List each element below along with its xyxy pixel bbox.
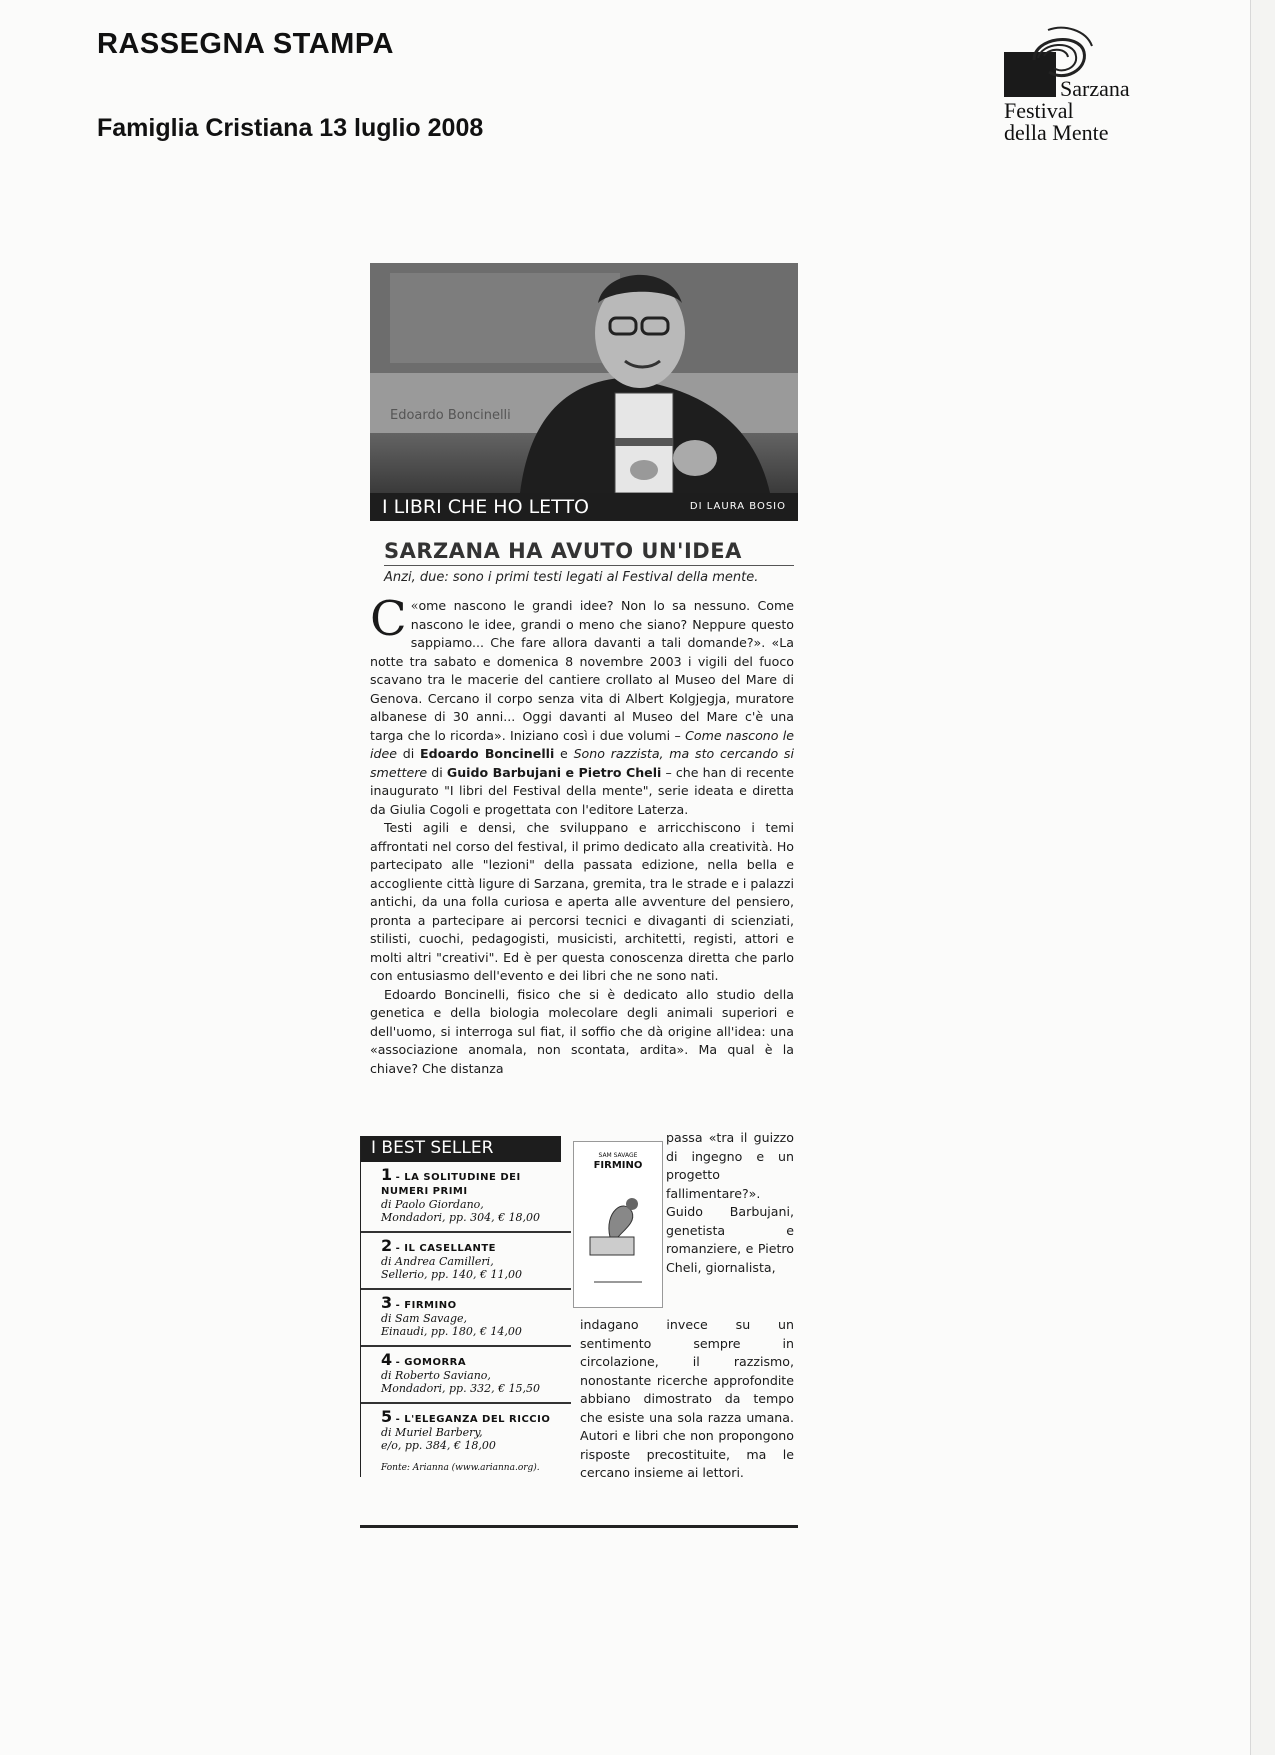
newspaper-clipping — [360, 263, 798, 1528]
bestseller-heading: I BEST SELLER — [361, 1136, 561, 1162]
cover-illustration-icon — [574, 1142, 662, 1307]
bestseller-item: 2 - IL CASELLANTE di Andrea Camilleri, Sellerio, pp. 140, € 11,00 — [361, 1233, 571, 1290]
paragraph-3: Edoardo Boncinelli, fisico che si è dedicato allo studio della genetica e della biologia molecolare degli animali superiori e dell'uomo, si interroga sul fiat, il soffio che dà origine all'idea: una «associazione anomala, non scontata, ardita». Ma qual è la chiave? Che distanza — [370, 986, 794, 1076]
book-cover — [573, 1141, 663, 1308]
bestseller-item: 4 - GOMORRA di Roberto Saviano, Mondadori, pp. 332, € 15,50 — [361, 1347, 571, 1404]
byline: DI LAURA BOSIO — [689, 501, 786, 512]
page-title: RASSEGNA STAMPA — [97, 28, 394, 60]
bestseller-item: 3 - FIRMINO di Sam Savage, Einaudi, pp. 180, € 14,00 — [361, 1290, 571, 1347]
paragraph-2: Testi agili e densi, che sviluppano e arricchiscono i temi affrontati nel corso del festival, il primo dedicato alla creatività. Ho partecipato alle "lezioni" della passata edizione, nella bella e accogliente città ligure di Sarzana, gremita, tra le strade e i palazzi antichi, da una folla curiosa e aperta alle avventure del pensiero, pronta a partecipare ai percorsi tecnici e divaganti di scienziati, stilisti, cuochi, pedagogisti, musicisti, architetti, registi, attori e molti altri "creativi". Ed è per questa conoscenza diretta che parlo con entusiasmo dell'evento e dei libri che ne sono nati. — [370, 820, 794, 983]
paragraph-3-end: indagano invece su un sentimento sempre in circolazione, il razzismo, nonostante ricerche approfondite abbiano dimostrato da tempo che esiste una sola razza umana. Autori e libri che non propongono risposte precostituite, ma le cercano insieme ai lettori. — [580, 1317, 794, 1480]
article-body — [370, 591, 794, 1078]
paragraph-3-column: passa «tra il guizzo di ingegno e un progetto fallimentare?». Guido Barbujani, genetista e romanziere, e Pietro Cheli, giornalista, — [666, 1130, 794, 1275]
paragraph-1: « C ome nascono le grandi idee? Non lo sa nessuno. Come nascono le idee, grandi o meno che siano? Neppure questo sappiamo... Che fare allora davanti a tali domande?». «La notte tra sabato e domenica 8 novembre 2003 i vigili del fuoco scavano tra le macerie del cantiere crollato al Museo del Mare di Genova. Cercano il corpo senza vita di Albert Kolgjegja, muratore albanese di 30 anni... Oggi davanti al Museo del Mare c'è una targa che lo ricorda». Iniziano così i due volumi – Come nascono le idee di Edoardo Boncinelli e Sono razzista, ma sto cercando si smettere di Guido Barbujani e Pietro Cheli – che han di recente inaugurato "I libri del Festival della mente", serie ideata e diretta da Giulia Cogoli e progettata con l'editore Laterza. — [370, 591, 794, 817]
bestseller-item: 1 - LA SOLITUDINE DEI NUMERI PRIMI di Paolo Giordano, Mondadori, pp. 304, € 18,00 — [361, 1162, 571, 1233]
bestseller-item: 5 - L'ELEGANZA DEL RICCIO di Muriel Barbery, e/o, pp. 384, € 18,00 — [381, 1407, 551, 1452]
cover-title: FIRMINO — [593, 1160, 643, 1171]
article-headline: SARZANA HA AVUTO UN'IDEA — [384, 539, 794, 566]
festival-logo — [1004, 22, 1154, 150]
article-deck: Anzi, due: sono i primi testi legati al Festival della mente. — [384, 570, 759, 585]
photo-caption: Edoardo Boncinelli — [390, 408, 511, 423]
photo-image — [370, 263, 798, 493]
page-subtitle: Famiglia Cristiana 13 luglio 2008 — [97, 114, 484, 142]
logo-line-3: della Mente — [1004, 120, 1109, 145]
logo-line-1: Sarzana — [1060, 76, 1130, 101]
column-rubric — [370, 493, 798, 521]
rubric-title: I LIBRI CHE HO LETTO — [382, 496, 590, 518]
bestseller-source: Fonte: Arianna (www.arianna.org). — [381, 1463, 540, 1473]
author-photo — [370, 263, 798, 493]
bestseller-box — [360, 1136, 571, 1477]
cover-author: SAM SAVAGE — [598, 1152, 638, 1159]
logo-line-2: Festival — [1004, 98, 1074, 123]
bottom-rule — [360, 1525, 798, 1528]
